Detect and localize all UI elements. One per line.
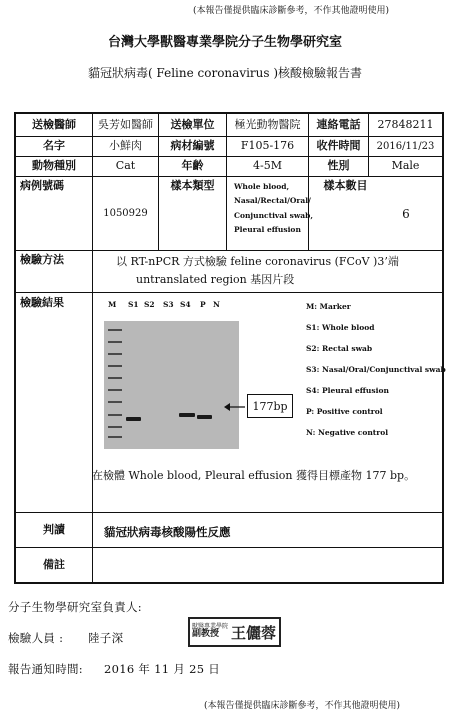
results-summary: 在檢體 Whole blood, Pleural effusion 獲得目標產物 177 bp。 [92,469,416,482]
notify-date: 2016 年 11 月 25 日 [104,662,221,676]
stamp-name: 王儷蓉 [231,623,277,642]
sample-count-label: 樣本數目 [323,178,368,192]
disclaimer-top: (本報告僅提供臨床診斷參考，不作其他證明使用) [193,6,390,16]
stamp-title: 副教授 [192,629,220,640]
species-label: 動物種別 [32,159,76,173]
method-label: 檢驗方法 [20,252,64,266]
legend-item: S3: Nasal/Oral/Conjunctival swab [306,365,446,374]
name-value: 小鮮肉 [109,139,142,153]
inspector-name: 陸子深 [88,631,124,645]
sex-value: Male [391,159,420,173]
gel-band-s1 [126,417,141,421]
sample-type-item: Whole blood, [234,182,290,191]
unit-label: 送檢單位 [170,117,215,131]
legend-item: S1: Whole blood [306,323,375,332]
sample-type-item: Nasal/Rectal/Oral/ [234,196,311,206]
notify-label: 報告通知時間: [8,662,83,676]
lane-label: S3 [163,300,174,309]
stamp-small-text: 獸醫專業學院 [192,622,229,630]
method-line-2: untranslated region 基因片段 [136,273,295,286]
gel-image [104,321,239,449]
report-table [14,112,444,584]
legend-item: S2: Rectal swab [306,344,373,353]
species-value: Cat [115,159,136,173]
case-no-value: 1050929 [103,207,148,219]
sample-type-label: 樣本類型 [170,178,215,192]
lane-label: S1 [128,300,139,309]
bp-label: 177bp [247,394,293,418]
legend-item: P: Positive control [306,407,383,416]
case-no-label: 病例號碼 [20,178,64,192]
remarks-label: 備註 [43,557,65,571]
arrow-icon [224,401,246,413]
specimen-no-label: 病材編號 [170,139,215,153]
inspector-label: 檢驗人員 : [8,631,64,645]
vet-value: 吳芳如醫師 [98,117,153,131]
interpretation-label: 判讀 [43,522,65,536]
phone-value: 27848211 [377,117,434,131]
report-title: 貓冠狀病毒( Feline coronavirus )核酸檢驗報告書 [87,66,363,80]
supervisor-label: 分子生物學研究室負責人: [8,600,142,614]
name-label: 名字 [43,139,65,153]
received-label: 收件時間 [316,139,361,153]
lane-label: S2 [144,300,155,309]
results-label: 檢驗結果 [20,295,64,309]
age-value: 4-5M [253,159,282,173]
lane-label: M [108,300,117,309]
specimen-no-value: F105-176 [240,139,295,153]
phone-label: 連絡電話 [316,117,361,131]
sample-type-item: Pleural effusion [234,224,301,234]
age-label: 年齡 [181,159,204,173]
vet-label: 送檢醫師 [32,117,76,131]
lane-label: S4 [180,300,191,309]
sex-label: 性別 [327,159,350,173]
sample-type-item: Conjunctival swab, [234,210,313,220]
method-line-1: 以 RT-nPCR 方式檢驗 feline coronavirus (FCoV )3’端 [116,255,399,268]
legend-item: S4: Pleural effusion [306,386,389,395]
legend-item: M: Marker [306,302,351,311]
gel-band-s4 [179,413,195,417]
received-value: 2016/11/23 [376,140,435,152]
gel-band-positive [197,415,212,419]
official-stamp [188,617,281,647]
disclaimer-bottom: (本報告僅提供臨床診斷參考，不作其他證明使用) [204,701,401,711]
lane-label: P [200,300,206,309]
sample-count-value: 6 [402,207,410,222]
sample-type-list [234,180,313,237]
legend-item: N: Negative control [306,428,389,437]
lane-label: N [213,300,220,309]
institution-name: 台灣大學獸醫專業學院分子生物學研究室 [107,35,342,50]
interpretation-value: 貓冠狀病毒核酸陽性反應 [104,525,231,539]
unit-value: 極光動物醫院 [234,117,301,131]
